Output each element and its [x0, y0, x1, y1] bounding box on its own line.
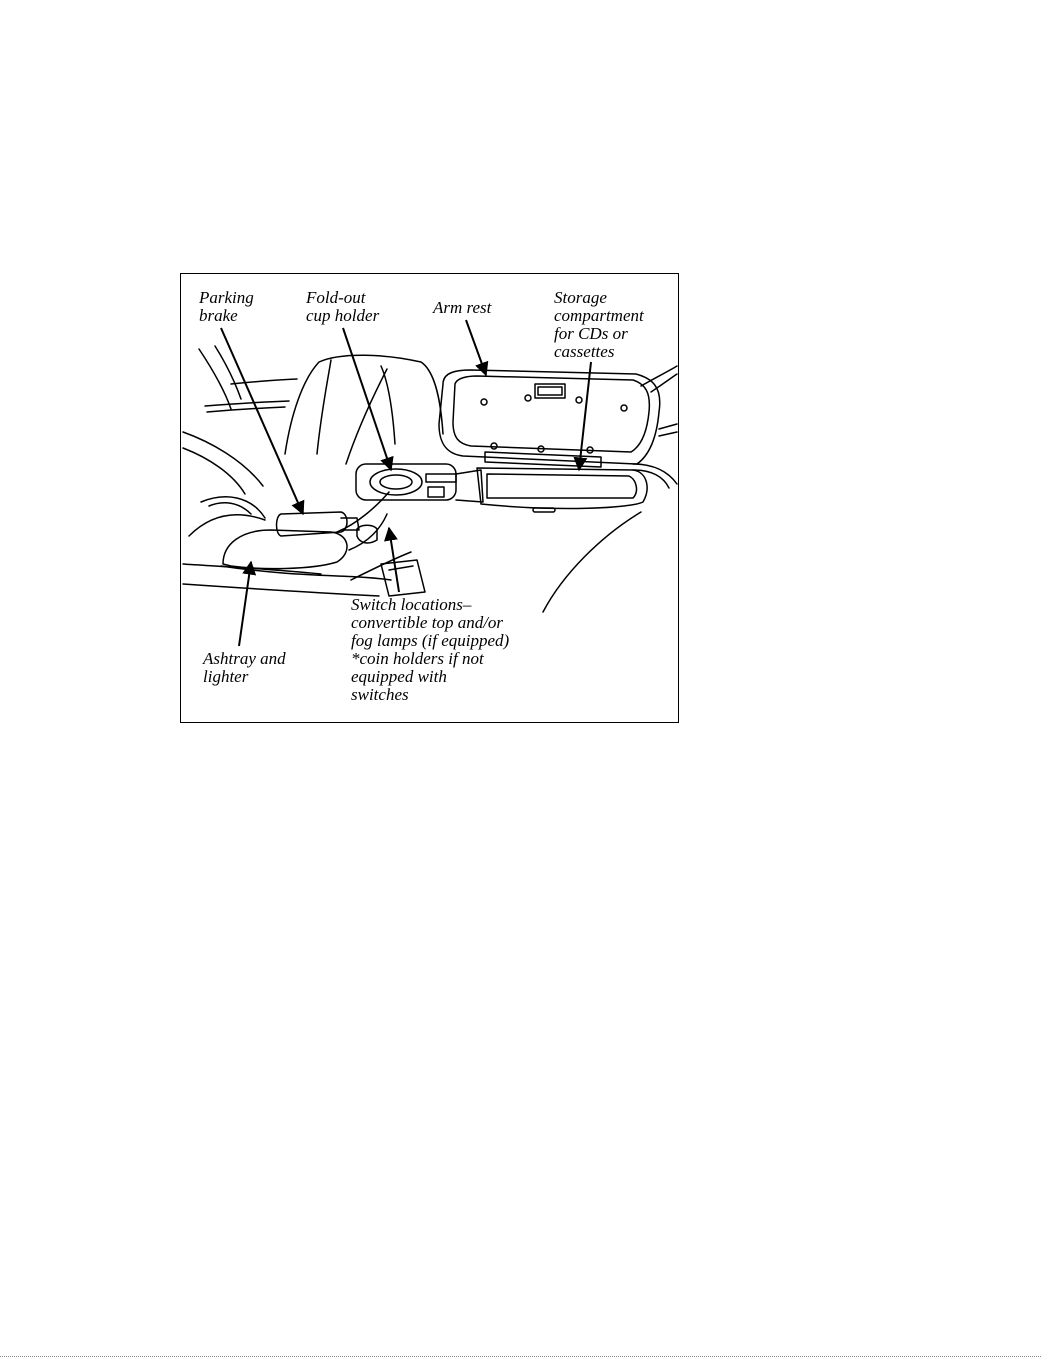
switch-leader — [389, 528, 399, 592]
cup-holder-leader — [343, 328, 391, 470]
parking-brake-label: Parking brake — [199, 288, 254, 325]
console-figure — [180, 273, 679, 723]
arm-rest-label: Arm rest — [433, 298, 492, 317]
page-bottom-rule — [0, 1356, 1041, 1357]
cup-holder-label: Fold-out cup holder — [306, 288, 380, 325]
arm-rest-leader — [466, 320, 486, 375]
switch-locations-label: Switch locations– convertible top and/or fog lamps (if equipped) *coin holders if not equipped with switches — [351, 595, 510, 704]
ashtray-label: Ashtray and lighter — [203, 649, 286, 686]
ashtray-leader — [239, 562, 251, 646]
storage-compartment-label: Storage compartment for CDs or cassettes — [554, 288, 644, 361]
parking-brake-leader — [221, 328, 303, 514]
